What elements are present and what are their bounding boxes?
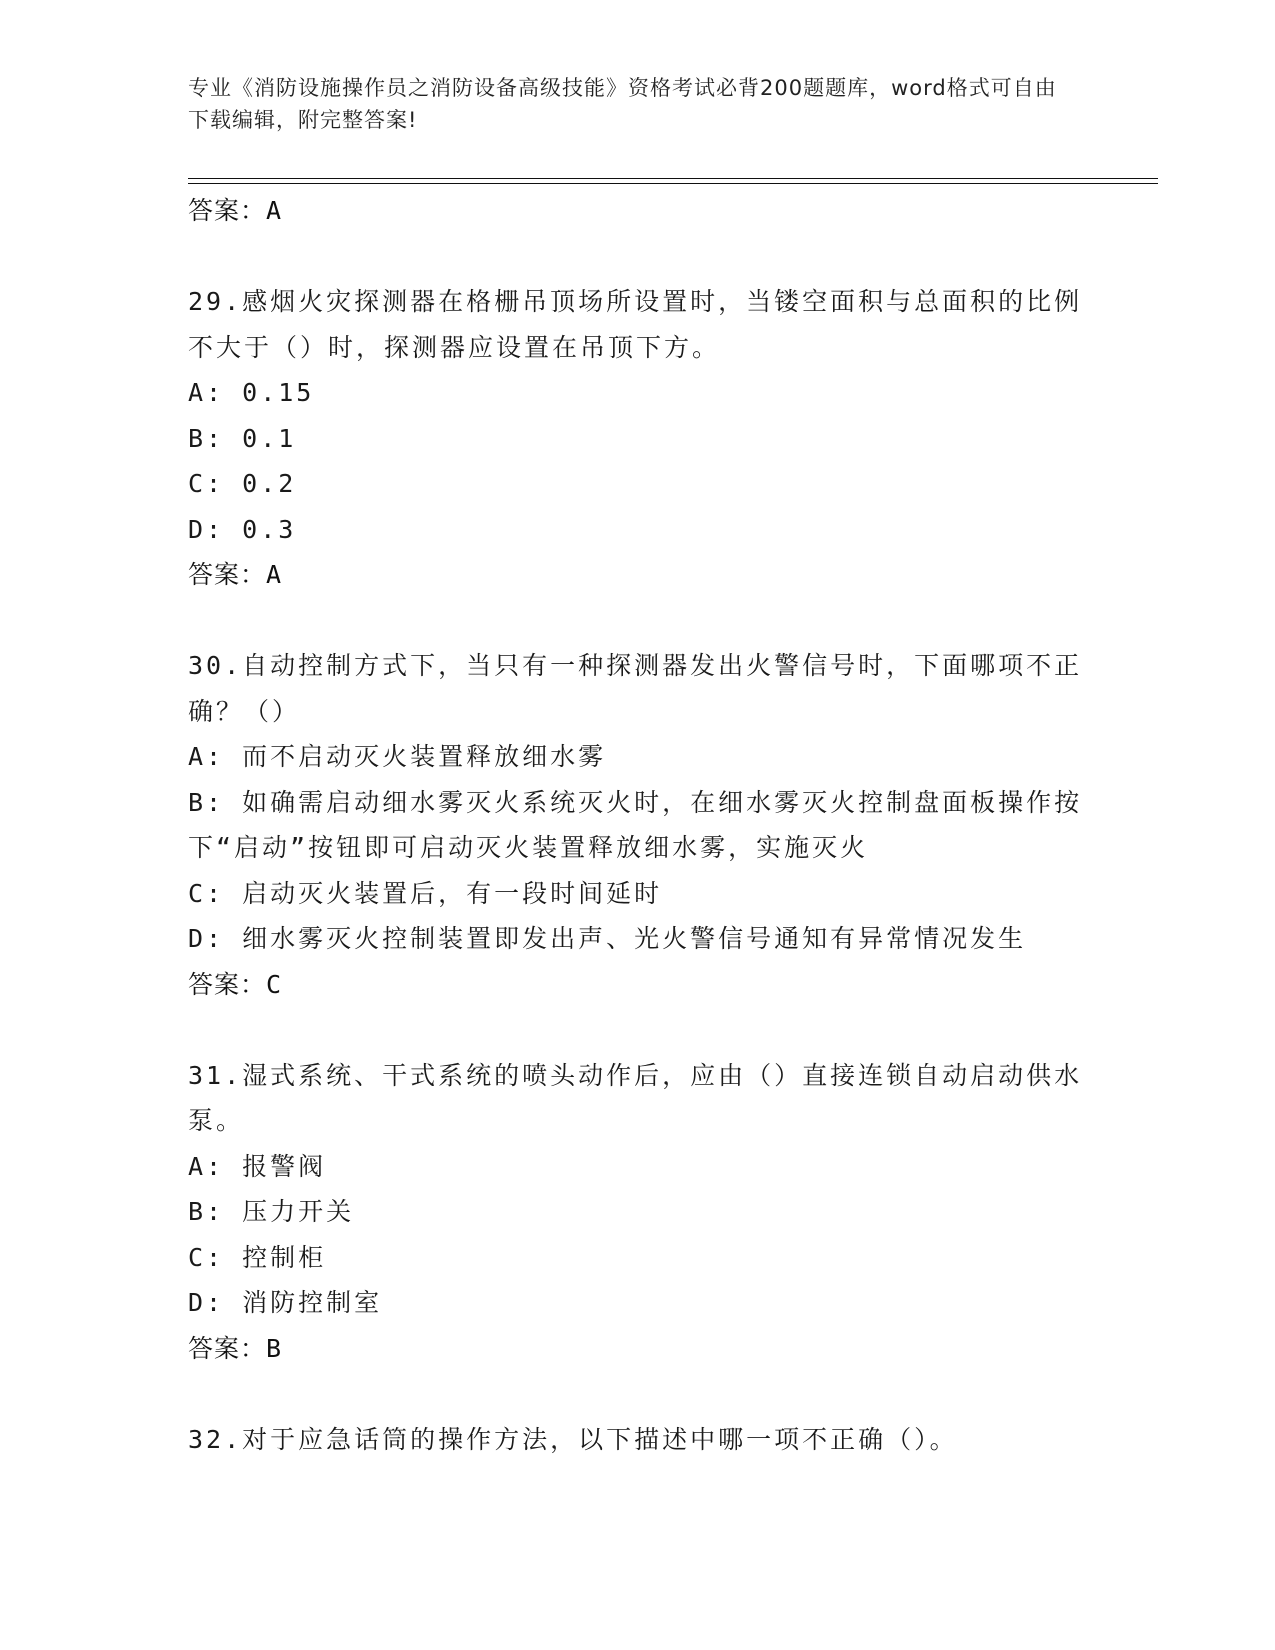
option-a: A: 0.15 [188,378,315,407]
answer-line [188,552,1088,598]
question-text: 29.感烟火灾探测器在格栅吊顶场所设置时，当镂空面积与总面积的比例不大于（）时，探测器应设置在吊顶下方。 [188,287,1083,362]
question-32 [188,1417,1088,1463]
header-rule-bottom [188,183,1158,184]
document-content [188,188,1088,1462]
question-text: 30.自动控制方式下，当只有一种探测器发出火警信号时，下面哪项不正确？（） [188,651,1083,726]
spacer [188,1372,1088,1417]
option-a: A: 报警阀 [188,1151,327,1181]
document-header: 专业《消防设施操作员之消防设备高级技能》资格考试必背200题题库，word格式可自由下载编辑，附完整答案! [188,76,1057,132]
question-29 [188,279,1088,370]
option-d: D: 细水雾灭火控制装置即发出声、光火警信号通知有异常情况发生 [188,924,1027,953]
answer-label: 答案： [188,560,267,589]
answer-label: 答案： [188,1333,267,1363]
spacer [188,1008,1088,1053]
answer-value: B [266,1333,283,1363]
header-rule-top [188,178,1158,179]
question-text: 32.对于应急话筒的操作方法，以下描述中哪一项不正确（）。 [188,1424,958,1454]
answer-value: C [266,969,283,999]
question-text: 31.湿式系统、干式系统的喷头动作后，应由（）直接连锁自动启动供水泵。 [188,1060,1083,1135]
option-b: B: 压力开关 [188,1197,355,1226]
answer-value: A [266,196,283,225]
question-30 [188,643,1088,734]
option-c: C: 0.2 [188,469,297,498]
answer-line [188,188,1088,234]
spacer [188,234,1088,279]
answer-label: 答案： [188,196,267,225]
option-a: A: 而不启动灭火装置释放细水雾 [188,742,607,771]
option-b: B: 如确需启动细水雾灭火系统灭火时，在细水雾灭火控制盘面板操作按下“启动”按钮即可启动灭火装置释放细水雾，实施灭火 [188,787,1083,862]
answer-label: 答案： [188,969,267,999]
spacer [188,598,1088,643]
option-c: C: 启动灭火装置后，有一段时间延时 [188,878,663,908]
option-d: D: 0.3 [188,514,297,544]
option-d: D: 消防控制室 [188,1288,383,1317]
option-c: C: 控制柜 [188,1242,327,1272]
question-31 [188,1053,1088,1144]
answer-value: A [266,560,283,589]
option-b: B: 0.1 [188,423,297,453]
answer-line [188,962,1088,1008]
answer-line [188,1326,1088,1372]
